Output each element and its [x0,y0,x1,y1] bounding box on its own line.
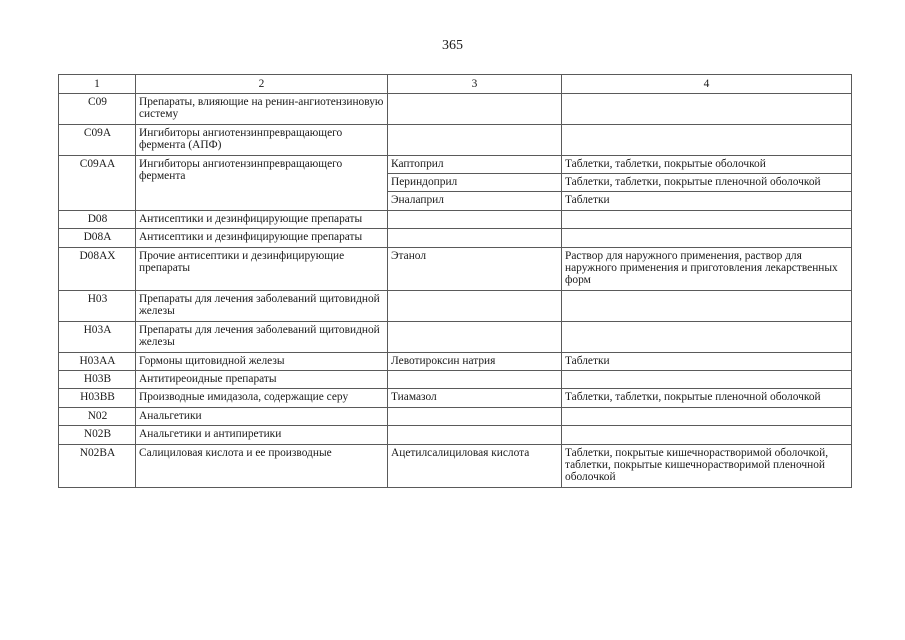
dosage-form-cell [562,426,852,444]
table-row [59,124,852,155]
atc-group-name-cell: Ингибиторы ангиотензинпревращающего фермента (АПФ) [136,124,388,155]
atc-group-name-cell: Препараты для лечения заболеваний щитовидной железы [136,321,388,352]
table-row [59,290,852,321]
drug-name-cell [388,124,562,155]
dosage-form-cell: Таблетки [562,192,852,210]
atc-group-name-cell: Ингибиторы ангиотензинпревращающего фермента [136,155,388,210]
atc-group-name-cell: Антисептики и дезинфицирующие препараты [136,229,388,247]
drug-name-cell [388,426,562,444]
atc-code-cell: H03B [59,370,136,388]
table-row [59,426,852,444]
drug-name-cell [388,370,562,388]
drug-name-cell: Ацетилсалициловая кислота [388,444,562,487]
dosage-form-cell: Таблетки, покрытые кишечнорастворимой оболочкой, таблетки, покрытые кишечнорастворимой пленочной оболочкой [562,444,852,487]
drug-name-cell [388,229,562,247]
drug-name-cell: Левотироксин натрия [388,352,562,370]
drug-name-cell [388,210,562,228]
dosage-form-cell: Таблетки, таблетки, покрытые пленочной оболочкой [562,389,852,407]
table-row [59,321,852,352]
drug-name-cell: Периндоприл [388,174,562,192]
dosage-form-cell: Таблетки [562,352,852,370]
table-body [59,94,852,488]
dosage-form-cell [562,290,852,321]
atc-code-cell: H03 [59,290,136,321]
atc-group-name-cell: Препараты, влияющие на ренин-ангиотензиновую систему [136,94,388,125]
atc-code-cell: N02 [59,407,136,425]
table-row [59,370,852,388]
dosage-form-cell: Раствор для наружного применения, раствор для наружного применения и приготовления лекарственных форм [562,247,852,290]
dosage-form-cell [562,321,852,352]
dosage-form-cell: Таблетки, таблетки, покрытые оболочкой [562,155,852,173]
header-row [59,75,852,94]
atc-code-cell: H03A [59,321,136,352]
atc-group-name-cell: Антисептики и дезинфицирующие препараты [136,210,388,228]
dosage-form-cell [562,407,852,425]
atc-code-cell: C09AA [59,155,136,210]
dosage-form-cell [562,94,852,125]
table-row [59,389,852,407]
atc-group-name-cell: Производные имидазола, содержащие серу [136,389,388,407]
header-col-3: 3 [388,75,562,94]
drug-name-cell [388,321,562,352]
drug-name-cell [388,407,562,425]
table-row [59,155,852,173]
drug-name-cell: Этанол [388,247,562,290]
atc-code-cell: N02B [59,426,136,444]
header-col-4: 4 [562,75,852,94]
table-row [59,407,852,425]
drug-name-cell [388,290,562,321]
drug-name-cell [388,94,562,125]
drug-name-cell: Каптоприл [388,155,562,173]
dosage-form-cell: Таблетки, таблетки, покрытые пленочной оболочкой [562,174,852,192]
atc-code-cell: C09A [59,124,136,155]
atc-code-cell: C09 [59,94,136,125]
table-row [59,444,852,487]
drug-name-cell: Тиамазол [388,389,562,407]
header-col-2: 2 [136,75,388,94]
drug-name-cell: Эналаприл [388,192,562,210]
atc-code-cell: D08 [59,210,136,228]
table-row [59,247,852,290]
atc-code-cell: D08AX [59,247,136,290]
atc-group-name-cell: Прочие антисептики и дезинфицирующие препараты [136,247,388,290]
dosage-form-cell [562,124,852,155]
table-row [59,352,852,370]
atc-group-name-cell: Гормоны щитовидной железы [136,352,388,370]
table-row [59,94,852,125]
atc-code-cell: H03AA [59,352,136,370]
atc-code-cell: N02BA [59,444,136,487]
dosage-form-cell [562,210,852,228]
drug-classification-table [58,74,852,488]
page-number: 365 [442,38,463,53]
table-row [59,229,852,247]
atc-group-name-cell: Антитиреоидные препараты [136,370,388,388]
atc-group-name-cell: Анальгетики и антипиретики [136,426,388,444]
table-row [59,210,852,228]
atc-group-name-cell: Салициловая кислота и ее производные [136,444,388,487]
atc-group-name-cell: Анальгетики [136,407,388,425]
atc-code-cell: D08A [59,229,136,247]
atc-group-name-cell: Препараты для лечения заболеваний щитовидной железы [136,290,388,321]
dosage-form-cell [562,229,852,247]
atc-code-cell: H03BB [59,389,136,407]
header-col-1: 1 [59,75,136,94]
dosage-form-cell [562,370,852,388]
